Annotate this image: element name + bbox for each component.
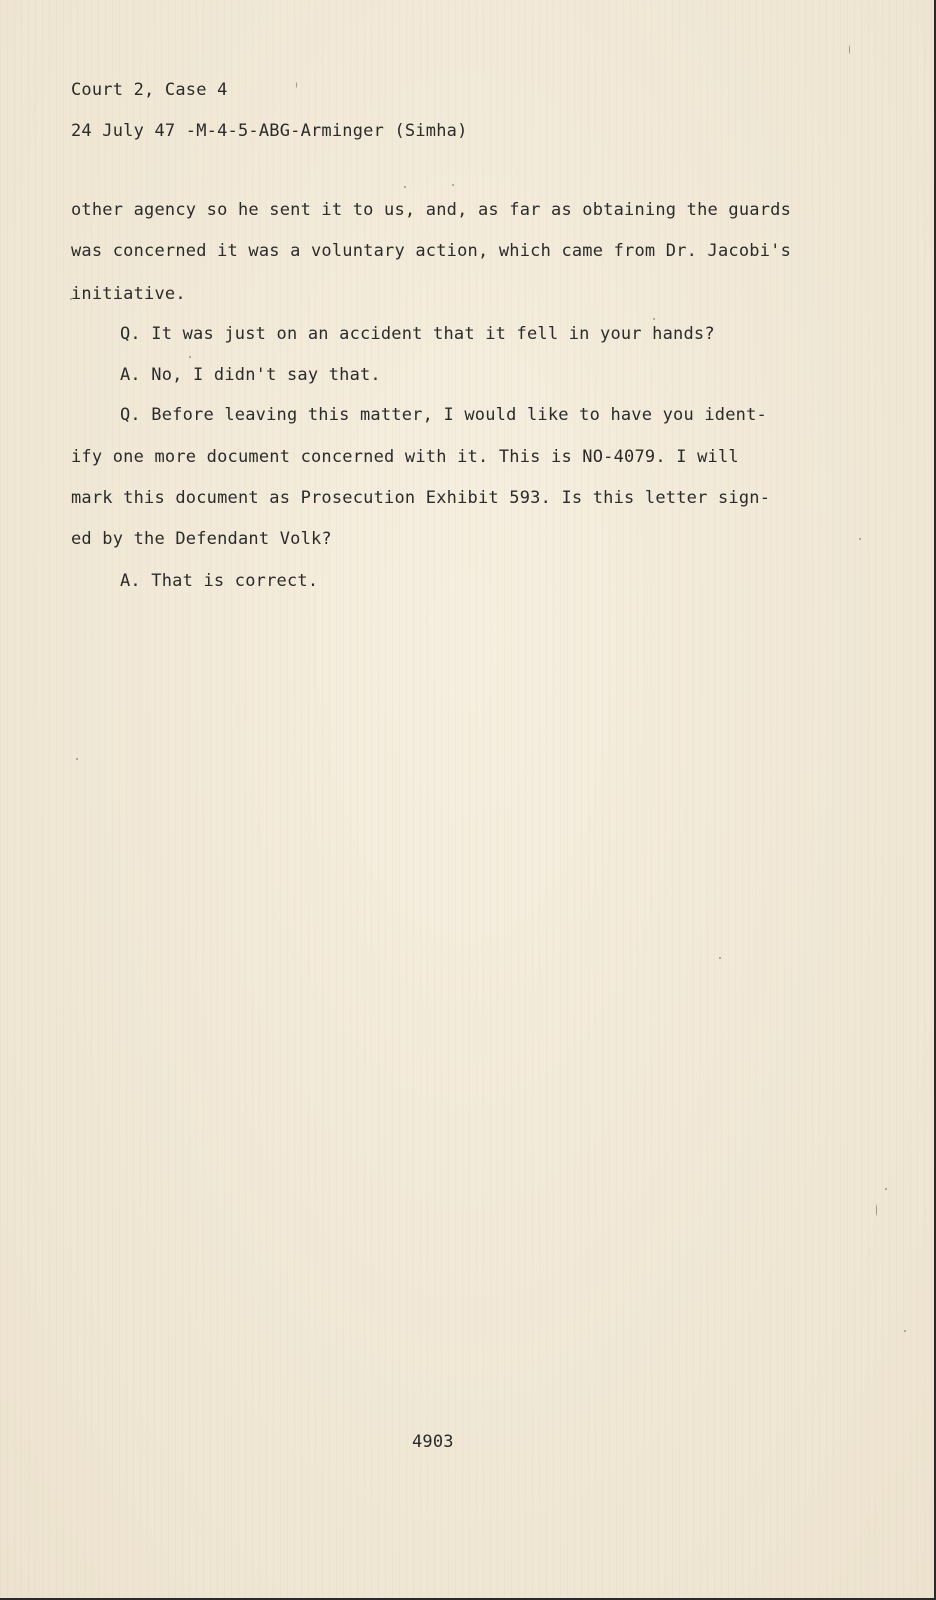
paper-mark [189,356,191,358]
answer-line: A. That is correct. [120,571,319,591]
answer-line: A. No, I didn't say that. [120,365,381,385]
transcript-line: initiative. [71,284,186,304]
paper-mark [849,45,850,54]
paper-mark [404,186,406,188]
transcript-line: was concerned it was a voluntary action, which came from Dr. Jacobi's [71,241,792,261]
paper-mark [70,298,72,300]
paper-mark [452,184,454,186]
paper-mark [876,1204,877,1216]
paper-mark [719,957,721,959]
paper-mark [76,758,78,760]
paper-mark [859,538,861,540]
paper-mark [885,1188,887,1190]
transcript-line: ed by the Defendant Volk? [71,529,332,549]
question-line: Q. It was just on an accident that it fell in your hands? [120,324,715,344]
transcript-line: mark this document as Prosecution Exhibit 593. Is this letter sign- [71,488,771,508]
transcript-line: other agency so he sent it to us, and, as far as obtaining the guards [71,200,792,220]
court-case-header: Court 2, Case 4 [71,80,228,100]
paper-mark [653,318,655,320]
page-number: 4903 [412,1432,454,1452]
question-line: Q. Before leaving this matter, I would like to have you ident- [120,405,767,425]
paper-mark [296,82,297,88]
transcript-line: ify one more document concerned with it. This is NO-4079. I will [71,447,739,467]
session-identifier: 24 July 47 -M-4-5-ABG-Arminger (Simha) [71,121,468,141]
paper-mark [904,1330,906,1332]
